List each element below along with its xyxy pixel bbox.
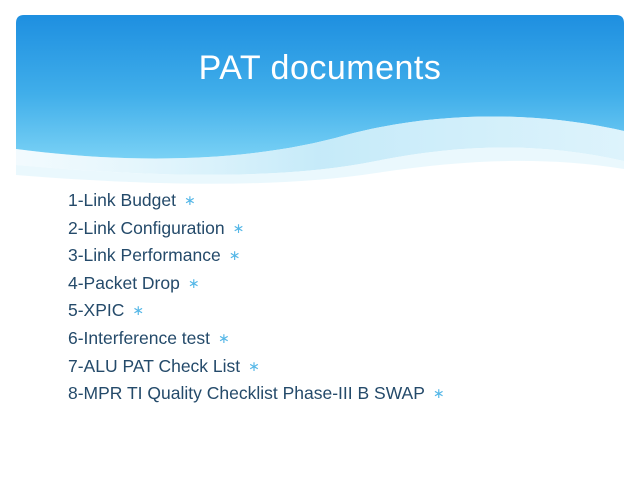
bullet-item [68, 380, 445, 408]
bullet-item [68, 353, 445, 381]
asterisk-bullet-icon: ∗ [228, 247, 241, 264]
asterisk-bullet-icon: ∗ [248, 357, 260, 374]
bullet-item [68, 297, 445, 325]
bullet-text: 2-Link Configuration [68, 217, 225, 238]
bullet-item [68, 187, 445, 215]
asterisk-bullet-icon: ∗ [218, 329, 230, 346]
bullet-text: 4-Packet Drop [68, 272, 180, 293]
bullet-text: 1-Link Budget [68, 190, 176, 210]
bullet-item [68, 242, 445, 270]
bullet-text: 5-XPIC [68, 300, 125, 321]
wave-banner-graphic [16, 15, 624, 190]
bullet-text: 3-Link Performance [68, 245, 221, 266]
header-banner [16, 15, 624, 190]
bullet-text: 8-MPR TI Quality Checklist Phase-III B SWAP [68, 383, 425, 404]
bullet-list [68, 187, 445, 408]
asterisk-bullet-icon: ∗ [132, 302, 145, 319]
bullet-item [68, 325, 445, 353]
bullet-text: 7-ALU PAT Check List [68, 355, 241, 376]
asterisk-bullet-icon: ∗ [184, 192, 196, 208]
asterisk-bullet-icon: ∗ [187, 274, 200, 291]
bullet-item [68, 270, 445, 298]
asterisk-bullet-icon: ∗ [232, 219, 245, 236]
bullet-item [68, 215, 445, 243]
bullet-text: 6-Interference test [68, 327, 211, 348]
slide-title: PAT documents [198, 49, 442, 87]
asterisk-bullet-icon: ∗ [432, 385, 445, 402]
